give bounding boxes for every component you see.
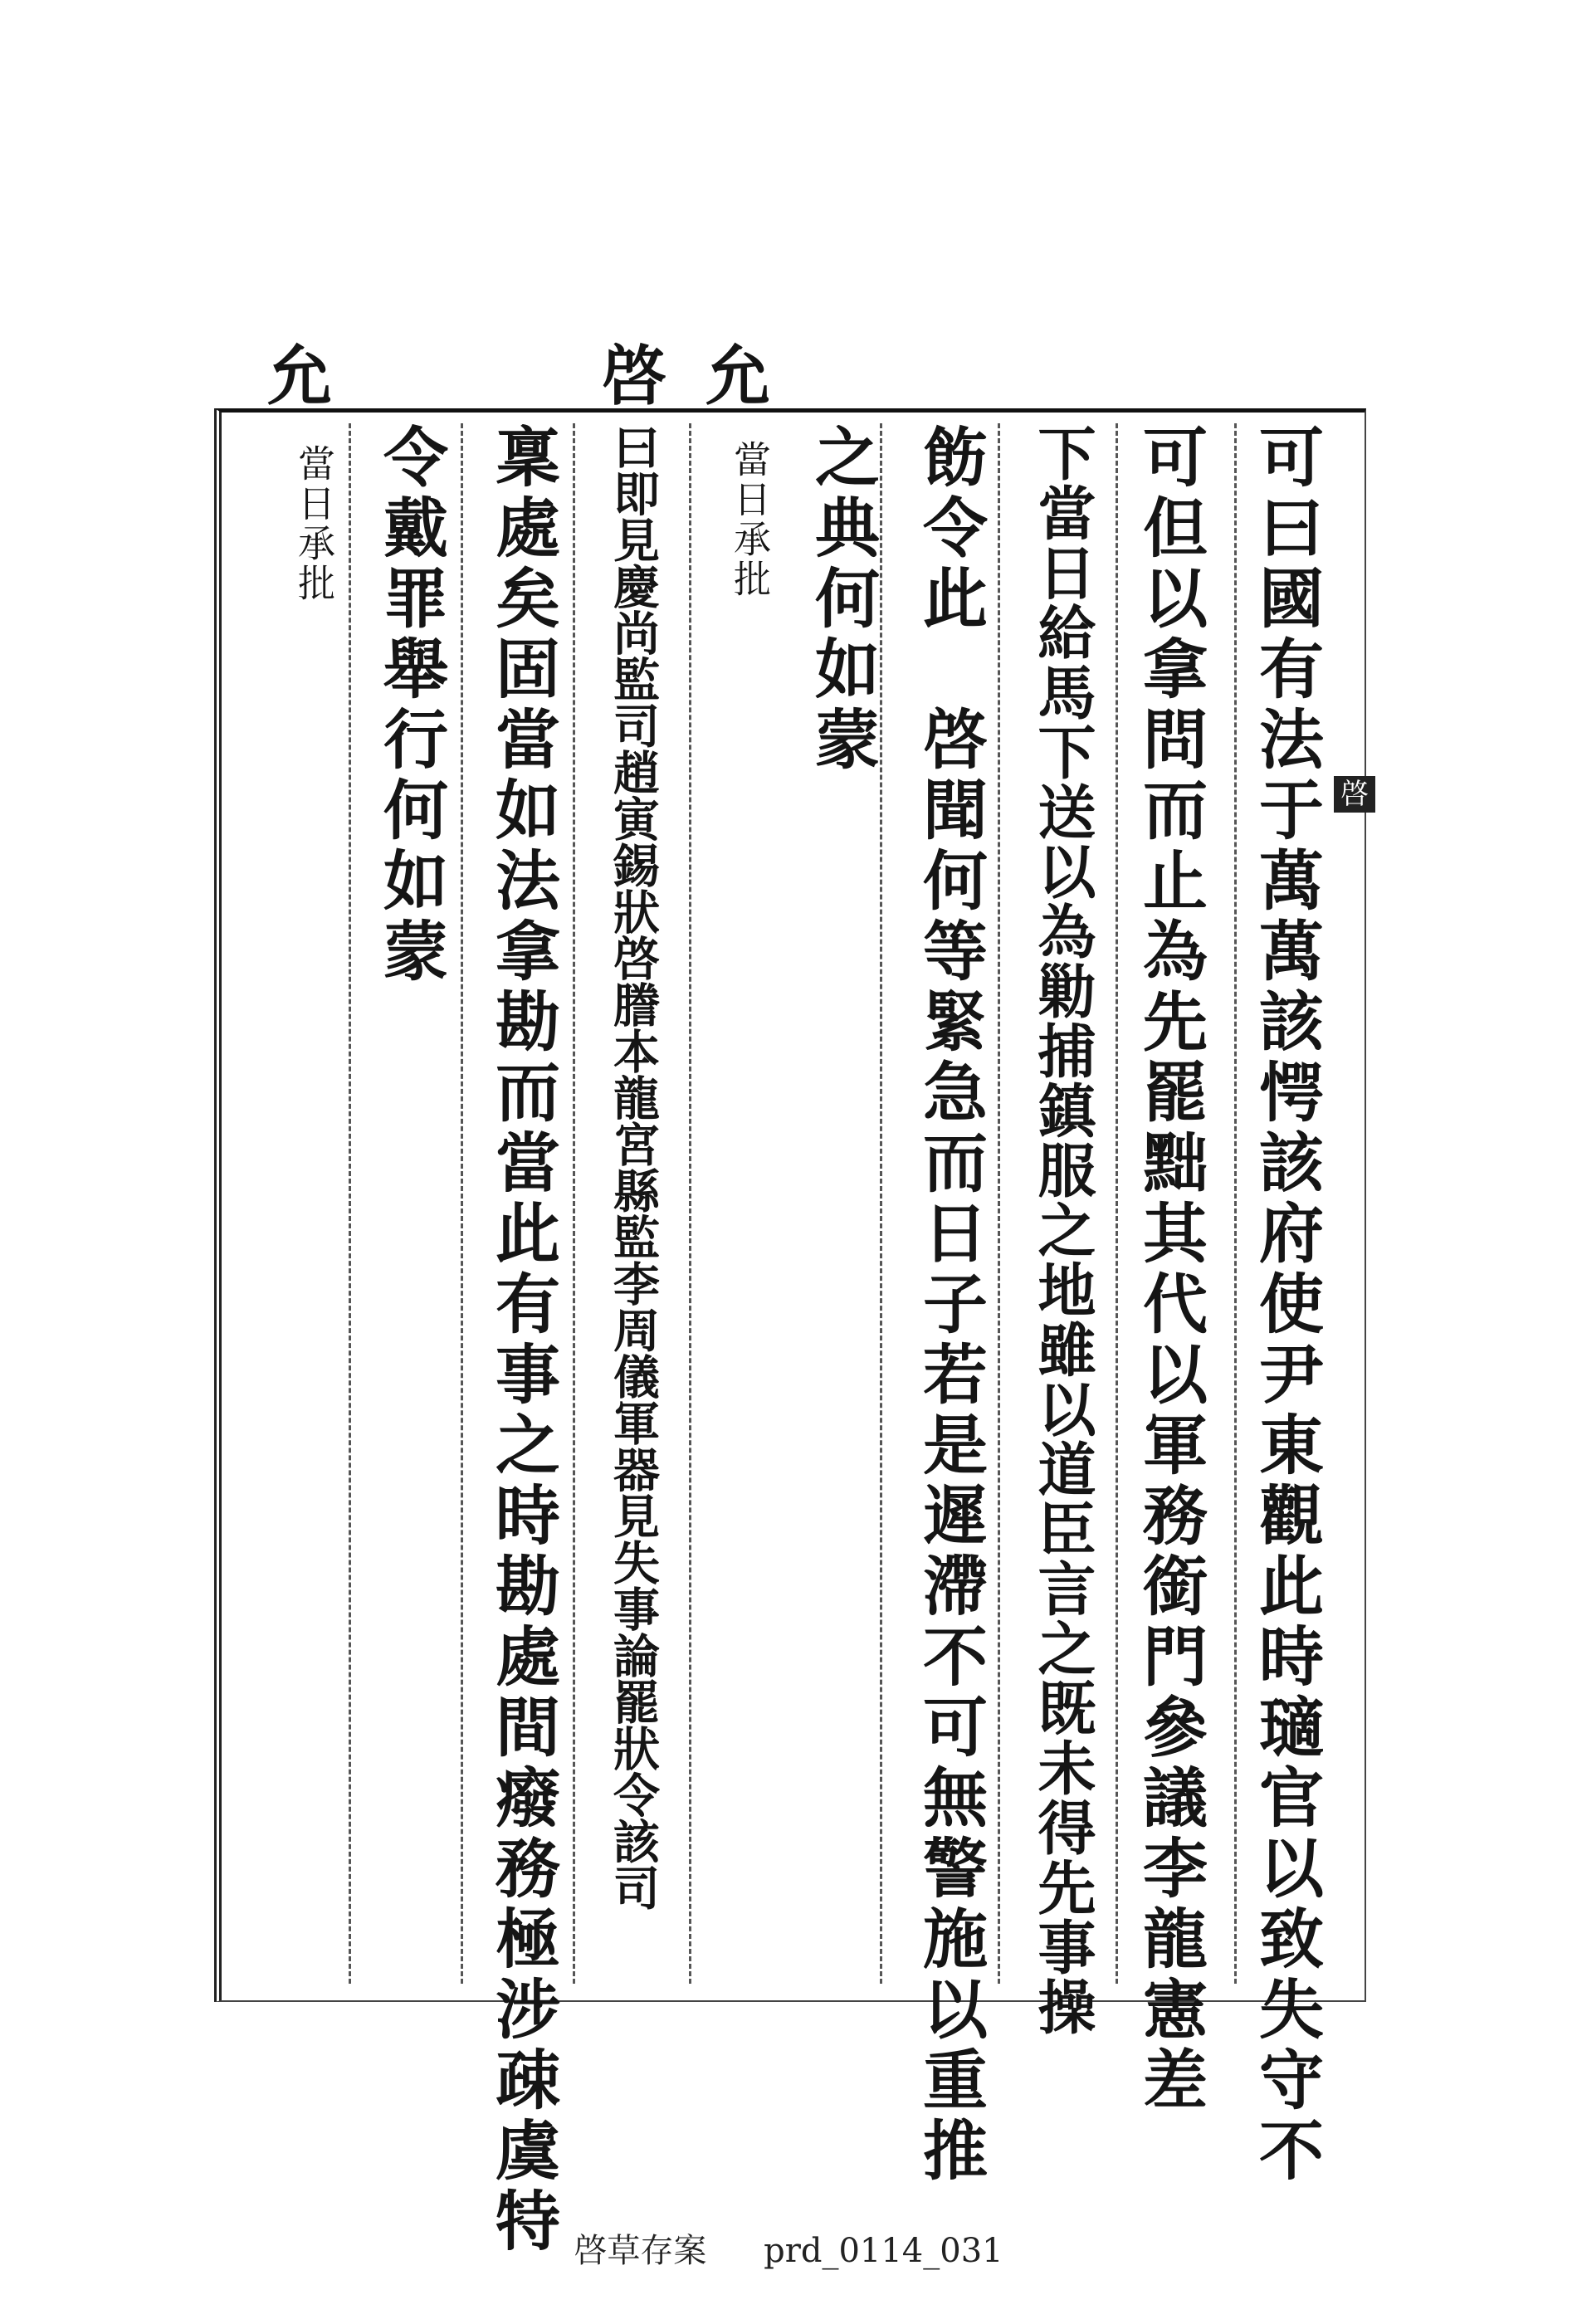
column-separator — [689, 423, 691, 1984]
column-separator — [1116, 423, 1118, 1984]
approval-note-1: 當日承批 — [727, 440, 771, 599]
page-footer — [0, 2224, 1577, 2272]
text-column-5: 之典何如蒙 — [804, 423, 880, 776]
footer-code: prd_0114_031 — [764, 2232, 1003, 2270]
column-separator — [998, 423, 1000, 1984]
text-column-4: 飭令此 啓聞何等緊急而日子若是遲滯不可無警施以重推 — [912, 423, 988, 2187]
text-column-9: 令戴罪舉行何如蒙 — [373, 423, 448, 988]
text-column-8: 稟處矣固當如法拿勘而當此有事之時勘處間癈務極涉疎虞特 — [485, 423, 560, 2258]
column-separator — [461, 423, 463, 1984]
column-separator — [1234, 423, 1237, 1984]
approval-note-2: 當日承批 — [291, 444, 335, 603]
header-mark-right: 允 — [706, 339, 771, 414]
text-column-2: 可但以拿問而止為先罷黜其代以軍務銜門參議李龍憲差 — [1132, 423, 1208, 2116]
column-separator — [349, 423, 351, 1984]
text-column-3: 下當日給馬下送以為勦捕鎮服之地雖以道臣言之既未得先事操 — [1028, 423, 1097, 2037]
header-mark-left: 允 — [267, 339, 333, 414]
column-separator — [880, 423, 882, 1984]
footer-title: 啓草存案 — [574, 2232, 707, 2270]
text-column-1: 可曰國有法于萬萬該愕該府使尹東觀此時瓋官以致失守不 — [1248, 423, 1324, 2187]
edge-stamp: 啓 — [1334, 776, 1375, 813]
text-column-7: 曰即見慶尚監司趙寅錫狀啓謄本龍宮縣監李周儀軍器見失事論罷狀令該司 — [606, 423, 661, 1911]
column-separator — [573, 423, 575, 1984]
header-mark-center: 啓 — [602, 339, 667, 414]
